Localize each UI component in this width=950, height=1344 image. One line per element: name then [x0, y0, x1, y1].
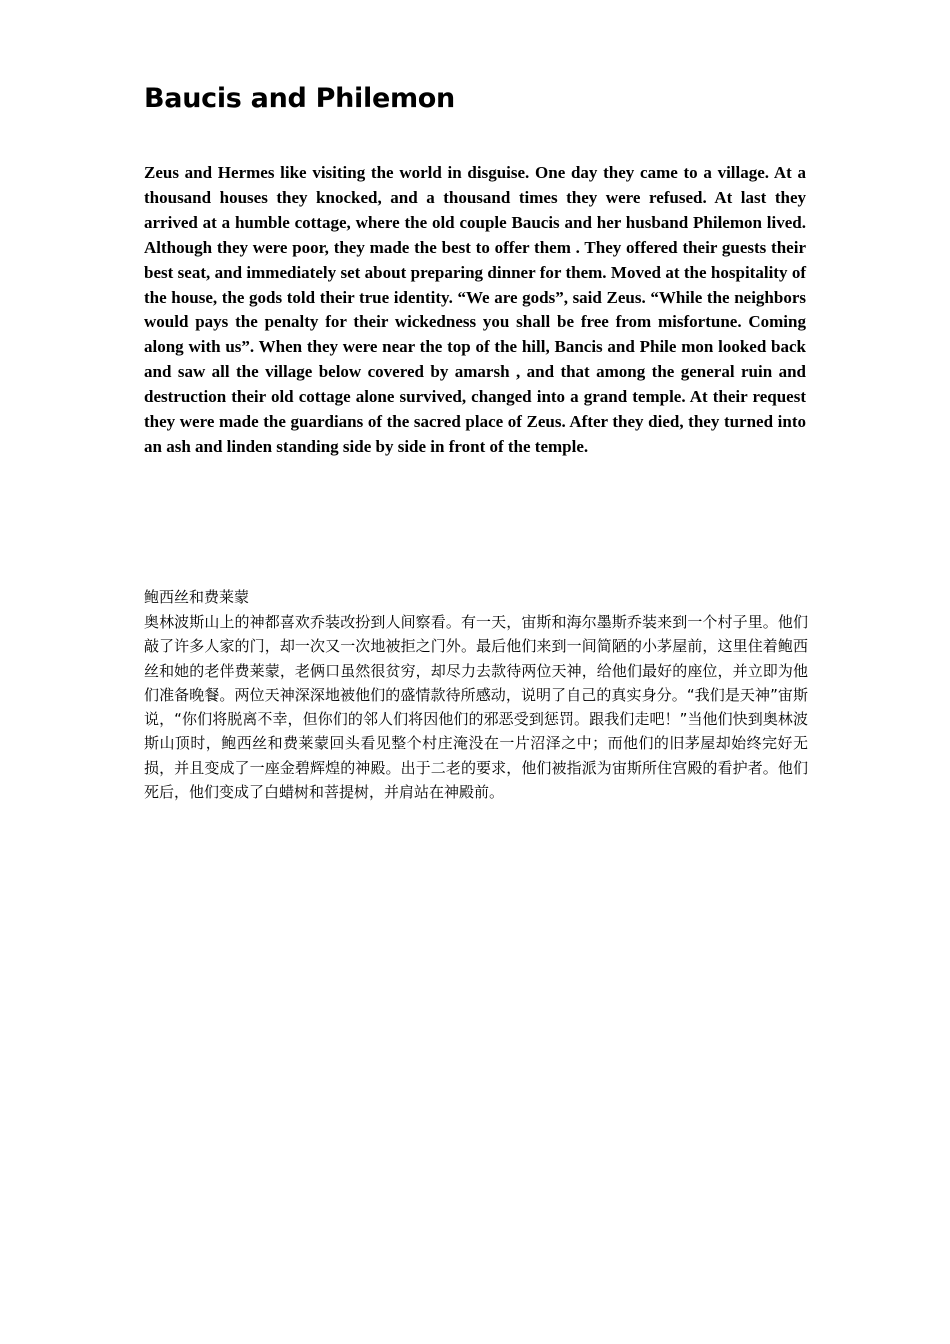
chinese-story-paragraph: 奥林波斯山上的神都喜欢乔装改扮到人间察看。有一天，宙斯和海尔墨斯乔装来到一个村子里。他们敲了许多人家的门，却一次又一次地被拒之门外。最后他们来到一间简陋的小茅屋前，这里住着鲍西丝和她的老伴费莱蒙，老俩口虽然很贫穷，却尽力去款待两位天神，给他们最好的座位，并立即为他们准备晚餐。两位天神深深地被他们的盛情款待所感动，说明了自己的真实身分。“我们是天神”宙斯说，“你们将脱离不幸，但你们的邻人们将因他们的邪恶受到惩罚。跟我们走吧！”当他们快到奥林波斯山顶时，鲍西丝和费莱蒙回头看见整个村庄淹没在一片沼泽之中；而他们的旧茅屋却始终完好无损，并且变成了一座金碧辉煌的神殿。出于二老的要求，他们被指派为宙斯所住宫殿的看护者。他们死后，他们变成了白蜡树和菩提树，并肩站在神殿前。 — [144, 613, 808, 802]
chinese-title: 鲍西丝和费莱蒙 — [144, 588, 250, 606]
english-story-paragraph: Zeus and Hermes like visiting the world in disguise. One day they came to a village. At a thousand houses they knocked, and a thousand times they were refused. At last they arrived at a humble cottage, where the old couple Baucis and her husband Philemon lived. Although they were poor, they made the best to offer them . They offered their guests their best seat, and immediately set about preparing dinner for them. Moved at the hospitality of the house, the gods told their true identity. “We are gods”, said Zeus. “While the neighbors would pays the penalty for their wickedness you shall be free from misfortune. Coming along with us”. When they were near the top of the hill, Bancis and Phile mon looked back and saw all the village below covered by amarsh , and that among the general ruin and destruction their old cottage alone survived, changed into a grand temple. At their request they were made the guardians of the sacred place of Zeus. After they died, they turned into an ash and linden standing side by side in front of the temple. — [144, 163, 806, 456]
document-title: Baucis and Philemon — [144, 83, 455, 114]
